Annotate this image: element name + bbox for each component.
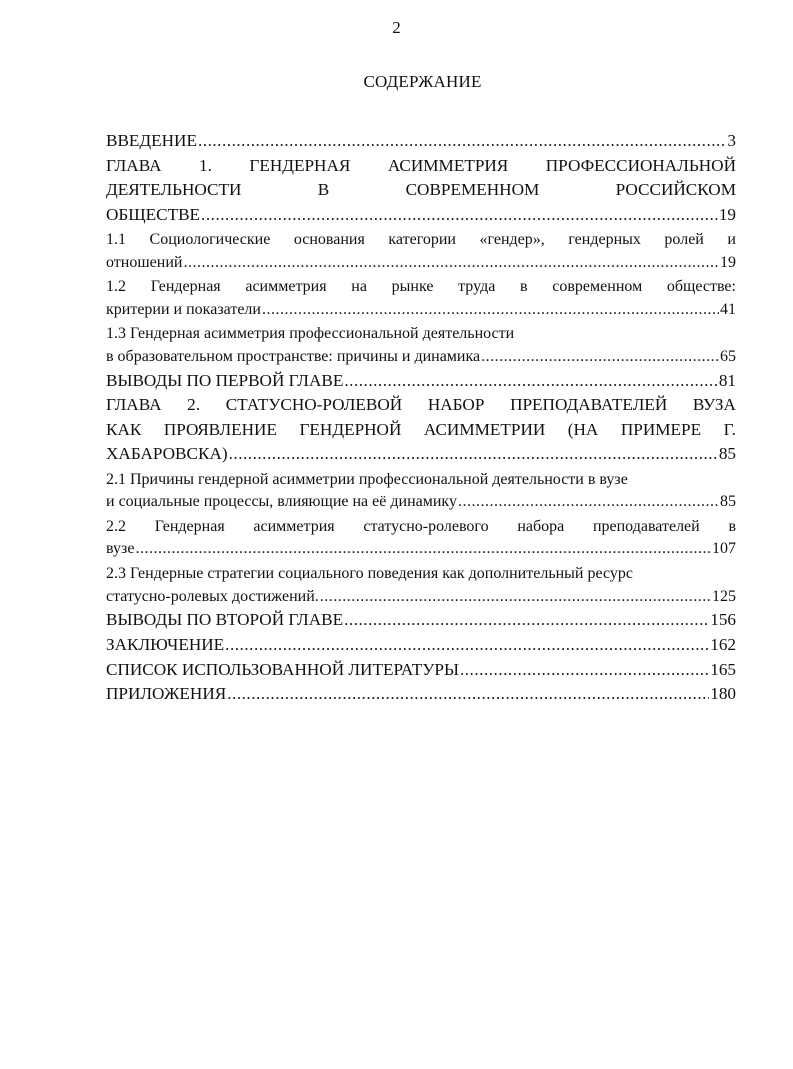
- dot-leader: [229, 442, 718, 467]
- toc-entry-section-1-1[interactable]: [106, 229, 736, 275]
- toc-word: гендерных: [568, 230, 641, 248]
- toc-word: 2.: [187, 395, 201, 415]
- toc-entry-conclusions-1[interactable]: [106, 369, 736, 394]
- toc-entry-text: СПИСОК ИСПОЛЬЗОВАННОЙ ЛИТЕРАТУРЫ: [106, 659, 459, 679]
- toc-entry-chapter-1[interactable]: [106, 154, 736, 228]
- toc-word: ПРИМЕРЕ: [620, 419, 702, 439]
- dot-leader: [460, 658, 709, 683]
- toc-page-number: 156: [710, 610, 736, 630]
- toc-word: основания: [293, 230, 365, 248]
- toc-entry-text: ВЫВОДЫ ПО ВТОРОЙ ГЛАВЕ: [106, 610, 344, 630]
- toc-entry-text: ВЫВОДЫ ПО ПЕРВОЙ ГЛАВЕ: [106, 370, 344, 390]
- toc-title: СОДЕРЖАНИЕ: [363, 72, 482, 91]
- toc-word: рынке: [391, 277, 434, 295]
- toc-entry-conclusion[interactable]: [106, 633, 736, 658]
- toc-word: В: [317, 180, 330, 200]
- toc-entry-text: 1.3 Гендерная асимметрия профессиональной деятельности: [106, 325, 515, 343]
- toc-word: ВУЗА: [692, 395, 736, 415]
- toc-entry-line: [106, 178, 736, 203]
- toc-word: преподавателей: [592, 517, 700, 535]
- toc-entry-section-1-2[interactable]: [106, 276, 736, 322]
- toc-entry-section-2-1[interactable]: [106, 469, 736, 515]
- toc-word: ГЛАВА: [106, 155, 162, 175]
- toc-word: в: [520, 277, 528, 295]
- toc-word: (НА: [567, 419, 599, 439]
- toc-entry-line: [106, 154, 736, 179]
- toc-page-number: 41: [720, 300, 736, 318]
- dot-leader: [135, 538, 711, 561]
- toc-entry-references[interactable]: [106, 658, 736, 683]
- toc-word: СОВРЕМЕННОМ: [405, 180, 540, 200]
- toc-entry-chapter-2[interactable]: [106, 393, 736, 467]
- page-number: 2: [392, 18, 401, 37]
- toc-entry-section-2-2[interactable]: [106, 516, 736, 562]
- toc-word: 1.2: [106, 277, 126, 295]
- toc-entry-section-2-3[interactable]: [106, 563, 736, 609]
- toc-word: асимметрия: [253, 517, 335, 535]
- toc-page-number: 19: [720, 253, 736, 271]
- toc-page-number: 81: [718, 370, 736, 390]
- toc-word: ПРОЯВЛЕНИЕ: [163, 419, 277, 439]
- toc-word: труда: [458, 277, 496, 295]
- toc-page-number: 65: [720, 347, 736, 365]
- toc-word: на: [351, 277, 367, 295]
- dot-leader: [481, 346, 719, 369]
- toc-entry-text: и социальные процессы, влияющие на её динамику: [106, 493, 457, 511]
- toc-entry-text: ХАБАРОВСКА): [106, 444, 228, 464]
- toc-word: «гендер»,: [479, 230, 545, 248]
- toc-word: 2.2: [106, 517, 126, 535]
- dot-leader: [344, 369, 717, 394]
- toc-word: КАК: [106, 419, 142, 439]
- toc-word: в: [728, 517, 736, 535]
- toc-word: АСИММЕТРИИ: [423, 419, 546, 439]
- toc-word: ПРОФЕССИОНАЛЬНОЙ: [545, 155, 736, 175]
- toc-page-number: 19: [718, 204, 736, 224]
- toc-word: статусно-ролевого: [363, 517, 489, 535]
- toc-word: асимметрия: [245, 277, 327, 295]
- toc-entry-line: [106, 393, 736, 418]
- toc-entry-text: вузе: [106, 540, 135, 558]
- toc-entry-text: в образовательном пространстве: причины и динамика: [106, 347, 481, 365]
- toc-word: РОССИЙСКОМ: [615, 180, 736, 200]
- toc-entry-line: [106, 516, 736, 539]
- dot-leader: [320, 586, 711, 609]
- toc-entry-text: 2.3 Гендерные стратегии социального поведения как дополнительный ресурс: [106, 564, 633, 582]
- toc-word: Социологические: [149, 230, 271, 248]
- toc-page-number: 162: [710, 634, 736, 654]
- toc-word: НАБОР: [427, 395, 485, 415]
- toc-page-number: 165: [710, 659, 736, 679]
- toc-entry-text: статусно-ролевых достижений.: [106, 587, 319, 605]
- toc-page-number: 85: [720, 493, 736, 511]
- toc-entry-text: ОБЩЕСТВЕ: [106, 204, 201, 224]
- toc-page-number: 180: [710, 684, 736, 704]
- dot-leader: [198, 129, 726, 154]
- dot-leader: [344, 608, 709, 633]
- toc-entry-text: ЗАКЛЮЧЕНИЕ: [106, 634, 225, 654]
- toc-entry-text: отношений: [106, 253, 183, 271]
- toc-word: АСИММЕТРИЯ: [387, 155, 509, 175]
- toc-entry-line: [106, 276, 736, 299]
- toc-page-number: 85: [718, 444, 736, 464]
- toc-entry-text: 2.1 Причины гендерной асимметрии профессиональной деятельности в вузе: [106, 470, 628, 488]
- toc-word: категории: [388, 230, 456, 248]
- toc-word: обществе:: [666, 277, 736, 295]
- toc-word: ГЕНДЕРНОЙ: [299, 419, 402, 439]
- toc-word: современном: [552, 277, 643, 295]
- toc-entry-line: [106, 418, 736, 443]
- toc-word: ролей: [664, 230, 704, 248]
- dot-leader: [183, 252, 719, 275]
- toc-word: Гендерная: [150, 277, 221, 295]
- toc-word: СТАТУСНО-РОЛЕВОЙ: [225, 395, 403, 415]
- dot-leader: [225, 633, 709, 658]
- dot-leader: [262, 299, 719, 322]
- toc-word: ДЕЯТЕЛЬНОСТИ: [106, 180, 242, 200]
- toc-entry-conclusions-2[interactable]: [106, 608, 736, 633]
- dot-leader: [201, 203, 718, 228]
- toc-entry-section-1-3[interactable]: [106, 323, 736, 369]
- toc-word: Г.: [723, 419, 736, 439]
- toc-entry-text: критерии и показатели: [106, 300, 261, 318]
- dot-leader: [227, 682, 709, 707]
- toc-word: 1.1: [106, 230, 126, 248]
- toc-page-number: 125: [712, 587, 736, 605]
- toc-entry-intro[interactable]: [106, 129, 736, 154]
- toc-word: 1.: [199, 155, 212, 175]
- toc-word: и: [727, 230, 736, 248]
- toc-entry-text: ВВЕДЕНИЕ: [106, 131, 197, 150]
- toc-entry-text: ПРИЛОЖЕНИЯ: [106, 684, 227, 704]
- toc-entry-line: [106, 229, 736, 252]
- toc-word: ПРЕПОДАВАТЕЛЕЙ: [510, 395, 668, 415]
- toc-entry-appendices[interactable]: [106, 682, 736, 707]
- toc-word: Гендерная: [154, 517, 225, 535]
- toc-page-number: 3: [727, 131, 736, 150]
- toc-word: ГЛАВА: [106, 395, 162, 415]
- table-of-contents: [106, 129, 736, 707]
- toc-word: набора: [517, 517, 565, 535]
- dot-leader: [458, 491, 719, 514]
- toc-word: ГЕНДЕРНАЯ: [249, 155, 351, 175]
- toc-page-number: 107: [712, 540, 736, 558]
